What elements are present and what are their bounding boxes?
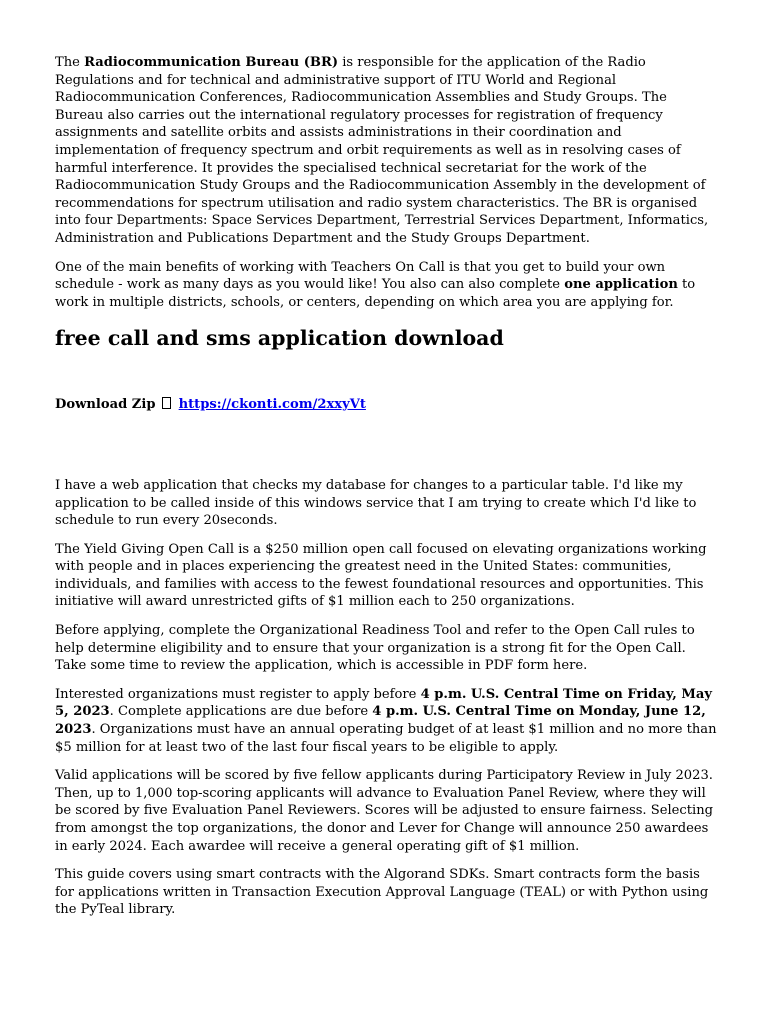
download-link[interactable]: https://ckonti.com/2xxyVt bbox=[178, 397, 366, 413]
download-label: Download Zip bbox=[55, 397, 156, 413]
download-line bbox=[55, 396, 717, 414]
bold-term: Radiocommunication Bureau (BR) bbox=[84, 55, 339, 70]
paragraph-scoring: Valid applications will be scored by five fellow applicants during Participatory Review in July 2023. Then, up to 1,000 top-scoring applicants will advance to Evaluation Panel Review, where they will be scored by five Evaluation Panel Reviewers. Scores will be adjusted to ensure fairness. Selecting from amongst the top organizations, the donor and Lever for Change will announce 250 awardees in early 2024. Each awardee will receive a general operating gift of $1 million. bbox=[55, 768, 714, 854]
paragraph-radiocommunication-bureau bbox=[55, 54, 717, 248]
paragraph-algorand: This guide covers using smart contracts with the Algorand SDKs. Smart contracts form the basis for applications written in Transaction Execution Approval Language (TEAL) or with Python using the PyTeal library. bbox=[55, 867, 709, 918]
paragraph-text: One of the main benefits of working with Teachers On Call is that you get to build your own schedule - work as many days as you would like! You also can also complete bbox=[55, 259, 666, 293]
bold-date: 4 p.m. U.S. Central Time on Friday, May 5, 2023 bbox=[55, 686, 712, 720]
paragraph-before-applying: Before applying, complete the Organizational Readiness Tool and refer to the Open Call rules to help determine eligibility and to ensure that your organization is a strong fit for the Open Call. Take some time to review the application, which is accessible in PDF form here. bbox=[55, 623, 695, 674]
missing-glyph-icon bbox=[162, 397, 171, 409]
paragraph-text: . Complete applications are due before bbox=[109, 704, 373, 720]
bold-date: 4 p.m. U.S. Central Time on Monday, June 12, 2023 bbox=[55, 704, 706, 738]
paragraph-text: Interested organizations must register to apply before bbox=[55, 686, 421, 702]
paragraph-text: is responsible for the application of the Radio Regulations and for technical and administrative support of ITU World and Regional Radiocommunication Conferences, Radiocommunication Assemblies and Study Groups. The Bureau also carries out the international regulatory processes for registration of frequency assignments and satellite orbits and assists administrations in their coordination and implementation of frequency spectrum and orbit requirements as well as in resolving cases of harmful interference. It provides the specialised technical secretariat for the work of the Radiocommunication Study Groups and the Radiocommunication Assembly in the development of recommendations for spectrum utilisation and radio system characteristics. The BR is organised into four Departments: Space Services Department, Terrestrial Services Department, Informatics, Administration and Publications Department and the Study Groups Department. bbox=[55, 55, 709, 246]
paragraph-teachers-on-call bbox=[55, 259, 717, 312]
paragraph-text: . Organizations must have an annual operating budget of at least $1 million and no more than $5 million for at least two of the last four fiscal years to be eligible to apply. bbox=[55, 722, 717, 755]
paragraph-deadlines bbox=[55, 686, 717, 756]
paragraph-text: The bbox=[55, 55, 85, 70]
page-heading: free call and sms application download bbox=[55, 326, 504, 351]
paragraph-yield-giving: The Yield Giving Open Call is a $250 million open call focused on elevating organizations working with people and in places experiencing the greatest need in the United States: communities, individuals, and families with access to the fewest foundational resources and opportunities. This initiative will award unrestricted gifts of $1 million each to 250 organizations. bbox=[55, 541, 707, 610]
paragraph-web-application: I have a web application that checks my database for changes to a particular table. I'd like my application to be called inside of this windows service that I am trying to create which I'd like to schedule to run every 20seconds. bbox=[55, 477, 697, 529]
bold-term: one application bbox=[564, 277, 678, 293]
document-body bbox=[55, 54, 717, 930]
paragraph-text: to work in multiple districts, schools, or centers, depending on which area you are applying for. bbox=[55, 277, 696, 310]
